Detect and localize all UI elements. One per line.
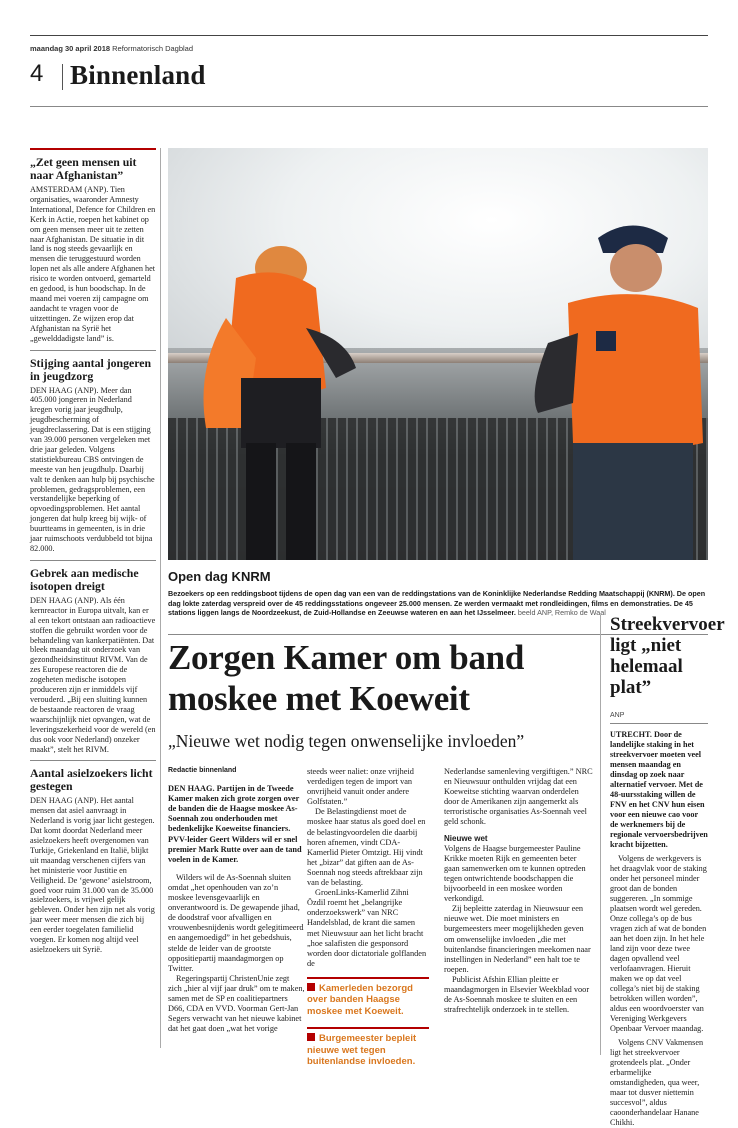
article-paragraph: Zij bepleitte zaterdag in Nieuwsuur een nieuwe wet. Die moet ministers en burgemeesters meer mogelijkheden geven om onwenselijke invloeden „die met buitenlandse financieringen meekomen naar instellingen in Nederland” een halt toe te roepen. (444, 904, 591, 974)
masthead-rule (30, 35, 708, 36)
news-brief (30, 760, 156, 961)
article-paragraph: De Belastingdienst moet de moskee haar status als goed doel en de belastingvoordelen die daarbij horen afnemen, vindt CDA-Kamerlid Pieter Omtzigt. Hij vindt het „bizar” dat giften aan de As-Soennah nog steeds aftrekbaar zijn van de belasting. (307, 807, 426, 888)
header-rule (30, 106, 708, 107)
column-divider (160, 148, 161, 1048)
side-byline: ANP (610, 712, 625, 719)
article-paragraph: steeds weer naliet: onze vrijheid verdedigen tegen de import van onvrijheid vanuit onder andere Golfstaten.” (307, 767, 414, 807)
brief-body: DEN HAAG (ANP). Als één kernreactor in Europa uitvalt, kan er al een tekort ontstaan aan radioactieve stoffen die gebruikt worden voor de behandeling van kankerpatiënten. Dat bleek maandag uit onderzoek van gezondheidsinstituut RIVM. Van de zes Europese reactoren die de zogeheten medische isotopen produceren zijn er inmiddels vijf verouderd. „Bij een sluiting kunnen de bestaande reactoren de vraag waarschijnlijk niet opvangen, wat de leveringszekerheid voor de wereld (en dus ook voor Nederland) onzeker maakt”, stelt het RIVM. (30, 595, 156, 754)
news-brief (30, 148, 156, 350)
side-headline: Streekvervoer ligt „niet helemaal plat” (610, 614, 725, 698)
pull-quote-text: Burgemeester bepleit nieuwe wet tegen buitenlandse invloeden. (307, 1033, 417, 1068)
article-paragraph: Regeringspartij ChristenUnie zegt zich „hier al vijf jaar druk” om te maken, samen met de SP en coalitiepartners D66, CDA en VVD. Voorman Gert-Jan Segers verwacht van het nieuwe kabinet dat het gaat doen „wat het vorige (168, 973, 305, 1034)
section-title: Binnenland (70, 60, 206, 90)
brief-body: DEN HAAG (ANP). Meer dan 405.000 jongeren in Nederland kregen vorig jaar jeugdhulp, jeugdbescherming of jeugdreclassering. Dat is een stijging van 39.000 personen vergeleken met drie jaar geleden. Volgens statistiekbureau CBS ontvingen de meeste van hen jeugdhulp. Daarbij valt te denken aan hulp bij psychische problemen, gedragsproblemen, een verstandelijke beperking of opvoedingsproblemen. Het aantal jongeren dat hulp kreeg bij wijk- of buurtteams in gemeenten, is in drie jaar ruimschoots verdubbeld tot bijna 82.000. (30, 385, 155, 553)
article-paragraph: Wilders wil de As-Soennah sluiten omdat „het openhouden van zo’n moskee levensgevaarlijk en onverantwoord is. De gewapende jihad, de doodstraf voor afvalligen en vrouwenbesnijdenis wordt gelegitimeerd en aangemoedigd” in het gebedshuis, stelde de leider van de grootste oppositiepartij maandagmorgen op Twitter. (168, 872, 304, 973)
side-paragraph: Volgens de werkgevers is het draagvlak voor de staking onder het personeel minder groot dan de bonden suggereren. „In sommige plaatsen wordt wel gereden. Onze collega’s op de bus vragen zich af wat de bonden aan het doen zijn. In het hele land zijn voor deze twee dagen opvallend veel verlofaanvragen. Hieruit maken we op dat veel collega’s niet bij de staking betrokken willen worden”, aldus een woordvoerster van Vereniging Werkgevers Openbaar Vervoer maandag. (610, 854, 707, 1033)
news-briefs-column (30, 148, 156, 961)
photo-caption-text: Bezoekers op een reddingsboot tijdens de open dag van een van de reddingstations van de Koninklijke Nederlandse Redding Maatschappij (KNRM). De open dag lokte zaterdag verspreid over de 45 reddingsstations ongeveer 25.000 mensen. Ze werden vermaakt met rondleidingen, films en demonstraties. De 45 stations liggen langs de Noordzeekust, de Zuid-Hollandse en Zeeuwse wateren en aan het IJsselmeer. (168, 589, 706, 617)
article-column-3 (444, 767, 594, 1015)
main-subheadline: „Nieuwe wet nodig tegen onwenselijke invloeden” (168, 731, 525, 751)
article-paragraph: Publicist Afshin Ellian pleitte er maandagmorgen in Elsevier Weekblad voor de As-Soennah moskee te sluiten en een strafrechtelijk onderzoek in te stellen. (444, 974, 590, 1015)
article-subhead: Nieuwe wet (444, 833, 488, 843)
pull-quote (307, 1027, 429, 1068)
news-brief (30, 350, 156, 560)
brief-title: „Zet geen mensen uit naar Afghanistan” (30, 155, 137, 182)
brief-title: Aantal asielzoekers licht gestegen (30, 766, 153, 794)
photo-credit: beeld ANP, Remko de Waal (517, 608, 606, 617)
article-lead: DEN HAAG. Partijen in de Tweede Kamer maken zich grote zorgen over de banden die de Haagse moskee As-Soennah zou onderhouden met bedenkelijke Koeweitse financiers. PVV-leider Geert Wilders wil er snel premier Mark Rutte over aan de tand voelen in de Kamer. (168, 784, 302, 864)
article-paragraph: GroenLinks-Kamerlid Zihni Özdil roemt het „belangrijke onderzoekswerk” van NRC Handelsblad, de krant die samen met Nieuwsuur aan het licht bracht „hoe salafisten die gesponsord worden door dictatoriale golflanden de (307, 888, 427, 968)
brief-title: Stijging aantal jongeren in jeugdzorg (30, 355, 152, 383)
page-number: 4 (30, 60, 44, 87)
side-paragraph: Volgens CNV Vakmensen ligt het streekvervoer grotendeels plat. „Onder erbarmelijke omstandigheden, qua weer, maar tot dusver niettemin succesvol”, aldus caoonderhandelaar Hanane Chikhi. (610, 1038, 704, 1127)
brief-body: AMSTERDAM (ANP). Tien organisaties, waaronder Amnesty International, Defence for Children en Kerk in Actie, roepen het kabinet op om geen mensen meer uit te zetten naar Afghanistan. De situatie in dit land is nog steeds gevaarlijk en mensen die teruggestuurd worden lopen net als alle andere Afghanen het risico te worden ontvoerd, gemarteld en gedood, is hun boodschap. In de maand mei voeren zij campagne om aandacht te vragen voor de uitzettingen. Ze wijzen erop dat Afghanistan na Syrië het „gewelddadigste land” is. (30, 185, 156, 343)
brief-title: Gebrek aan medische isotopen dreigt (30, 565, 139, 593)
quote-marker (307, 1033, 315, 1041)
dateline (30, 44, 193, 53)
photo-visitor-right (528, 203, 708, 560)
article-byline: Redactie binnenland (168, 767, 237, 774)
column-divider (600, 615, 601, 1055)
side-article (610, 614, 725, 1128)
side-lead: UTRECHT. Door de landelijke staking in het streekvervoer moeten veel mensen maandag en dinsdag op zoek naar alternatief vervoer. Met de 48-uursstaking willen de FNV en het CNV hun eisen voor een nieuwe cao voor de werknemers bij de regionale vervoersbedrijven kracht bijzetten. (610, 730, 708, 849)
side-rule (610, 723, 708, 724)
news-photo (168, 148, 708, 560)
article-paragraph: Nederlandse samenleving vergiftigen.” NRC en Nieuwsuur onthulden vrijdag dat een Koeweitse stichting waarvan onderdelen door de Amerikanen zijn aangemerkt als terroristische organisaties As-Soennah veel geld schonk. (444, 767, 593, 827)
pull-quote-text: Kamerleden bezorgd over banden Haagse moskee met Koeweit. (307, 982, 413, 1017)
news-brief (30, 560, 156, 761)
quote-marker (307, 983, 315, 991)
article-column-2 (307, 767, 429, 1068)
main-headline: Zorgen Kamer om band moskee met Koeweit (168, 638, 524, 718)
section-divider (62, 64, 63, 90)
photo-title: Open dag KNRM (168, 569, 271, 584)
pull-quote (307, 977, 429, 1018)
brief-body: DEN HAAG (ANP). Het aantal mensen dat asiel aanvraagt in Nederland is vorig jaar licht gestegen. Dat komt doordat Nederland meer asielzoekers heeft overgenomen van Turkije, Griekenland en Italië, blijkt uit maandag verschenen cijfers van het ministerie voor Justitie en Veiligheid. De ‘gewone’ asielstroom, goed voor ruim 31.000 van de 35.000 asielzoekers, is vrijwel gelijk gebleven. Onder hen zijn net als vorig jaar weer meer mensen die zich bij een eerder toegelaten familielid voegen. Er komen nog altijd veel asielzoekers uit Syrië. (30, 796, 155, 954)
issue-date: maandag 30 april 2018 (30, 44, 111, 53)
article-paragraph: Volgens de Haagse burgemeester Pauline Krikke moeten Rijk en gemeenten beter gaan samenwerken om te kunnen optreden tegen ontwrichtende boodschappen die bijvoorbeeld in een moskee worden verkondigd. (444, 843, 586, 904)
newspaper-name: Reformatorisch Dagblad (112, 44, 194, 53)
photo-visitor-left (186, 228, 346, 560)
article-column-1 (168, 766, 305, 1034)
